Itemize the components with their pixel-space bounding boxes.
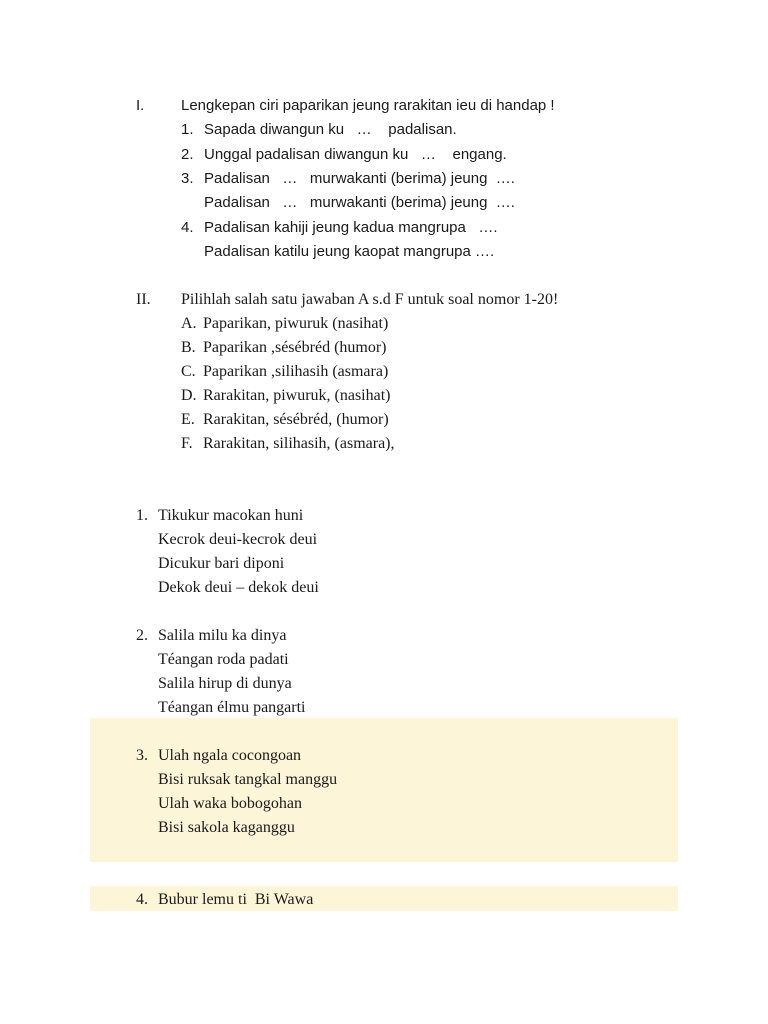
section-1-numeral: I.	[136, 97, 145, 114]
verse-line: Dicukur bari diponi	[158, 555, 285, 572]
section-1-item-number: 1.	[181, 121, 194, 138]
section-1-item-number: 4.	[181, 219, 194, 236]
verse-line: Téangan élmu pangarti	[158, 699, 306, 716]
section-1-item-line: Padalisan … murwakanti (berima) jeung ….	[204, 170, 515, 187]
option-letter: C.	[181, 363, 196, 380]
section-1-item-number: 2.	[181, 146, 194, 163]
section-1-item-line: Padalisan … murwakanti (berima) jeung ….	[204, 194, 515, 211]
verse-line: Salila hirup di dunya	[158, 675, 292, 692]
verse-line: Ulah waka bobogohan	[158, 795, 302, 812]
option-text: Rarakitan, piwuruk, (nasihat)	[203, 387, 391, 404]
option-text: Rarakitan, silihasih, (asmara),	[203, 435, 395, 452]
section-1-heading: Lengkepan ciri paparikan jeung rarakitan ieu di handap !	[181, 97, 555, 114]
verse-line: Tikukur macokan huni	[158, 507, 304, 524]
verse-line: Téangan roda padati	[158, 651, 289, 668]
option-text: Paparikan ,sésébréd (humor)	[203, 339, 387, 356]
option-letter: A.	[181, 315, 197, 332]
section-1-item-number: 3.	[181, 170, 194, 187]
option-letter: D.	[181, 387, 197, 404]
verse-line: Bisi ruksak tangkal manggu	[158, 771, 338, 788]
section-2-heading: Pilihlah salah satu jawaban A s.d F untuk soal nomor 1-20!	[181, 291, 559, 308]
option-text: Rarakitan, sésébréd, (humor)	[203, 411, 389, 428]
section-1-item-line: Padalisan katilu jeung kaopat mangrupa ….	[204, 243, 495, 260]
option-text: Paparikan, piwuruk (nasihat)	[203, 315, 389, 332]
question-number: 3.	[136, 747, 148, 764]
highlight-band-question-3	[90, 718, 678, 862]
verse-line: Kecrok deui-kecrok deui	[158, 531, 318, 548]
verse-line: Bisi sakola kaganggu	[158, 819, 295, 836]
verse-line: Bubur lemu ti Bi Wawa	[158, 891, 314, 908]
section-1-item-line: Padalisan kahiji jeung kadua mangrupa ….	[204, 219, 498, 236]
verse-line: Ulah ngala cocongoan	[158, 747, 302, 764]
option-letter: E.	[181, 411, 195, 428]
section-2-numeral: II.	[136, 291, 151, 308]
question-number: 4.	[136, 891, 148, 908]
section-1-item-line: Sapada diwangun ku … padalisan.	[204, 121, 457, 138]
option-letter: F.	[181, 435, 193, 452]
question-number: 2.	[136, 627, 148, 644]
option-letter: B.	[181, 339, 196, 356]
question-number: 1.	[136, 507, 148, 524]
verse-line: Salila milu ka dinya	[158, 627, 287, 644]
verse-line: Dekok deui – dekok deui	[158, 579, 319, 596]
section-1-item-line: Unggal padalisan diwangun ku … engang.	[204, 146, 507, 163]
option-text: Paparikan ,silihasih (asmara)	[203, 363, 389, 380]
